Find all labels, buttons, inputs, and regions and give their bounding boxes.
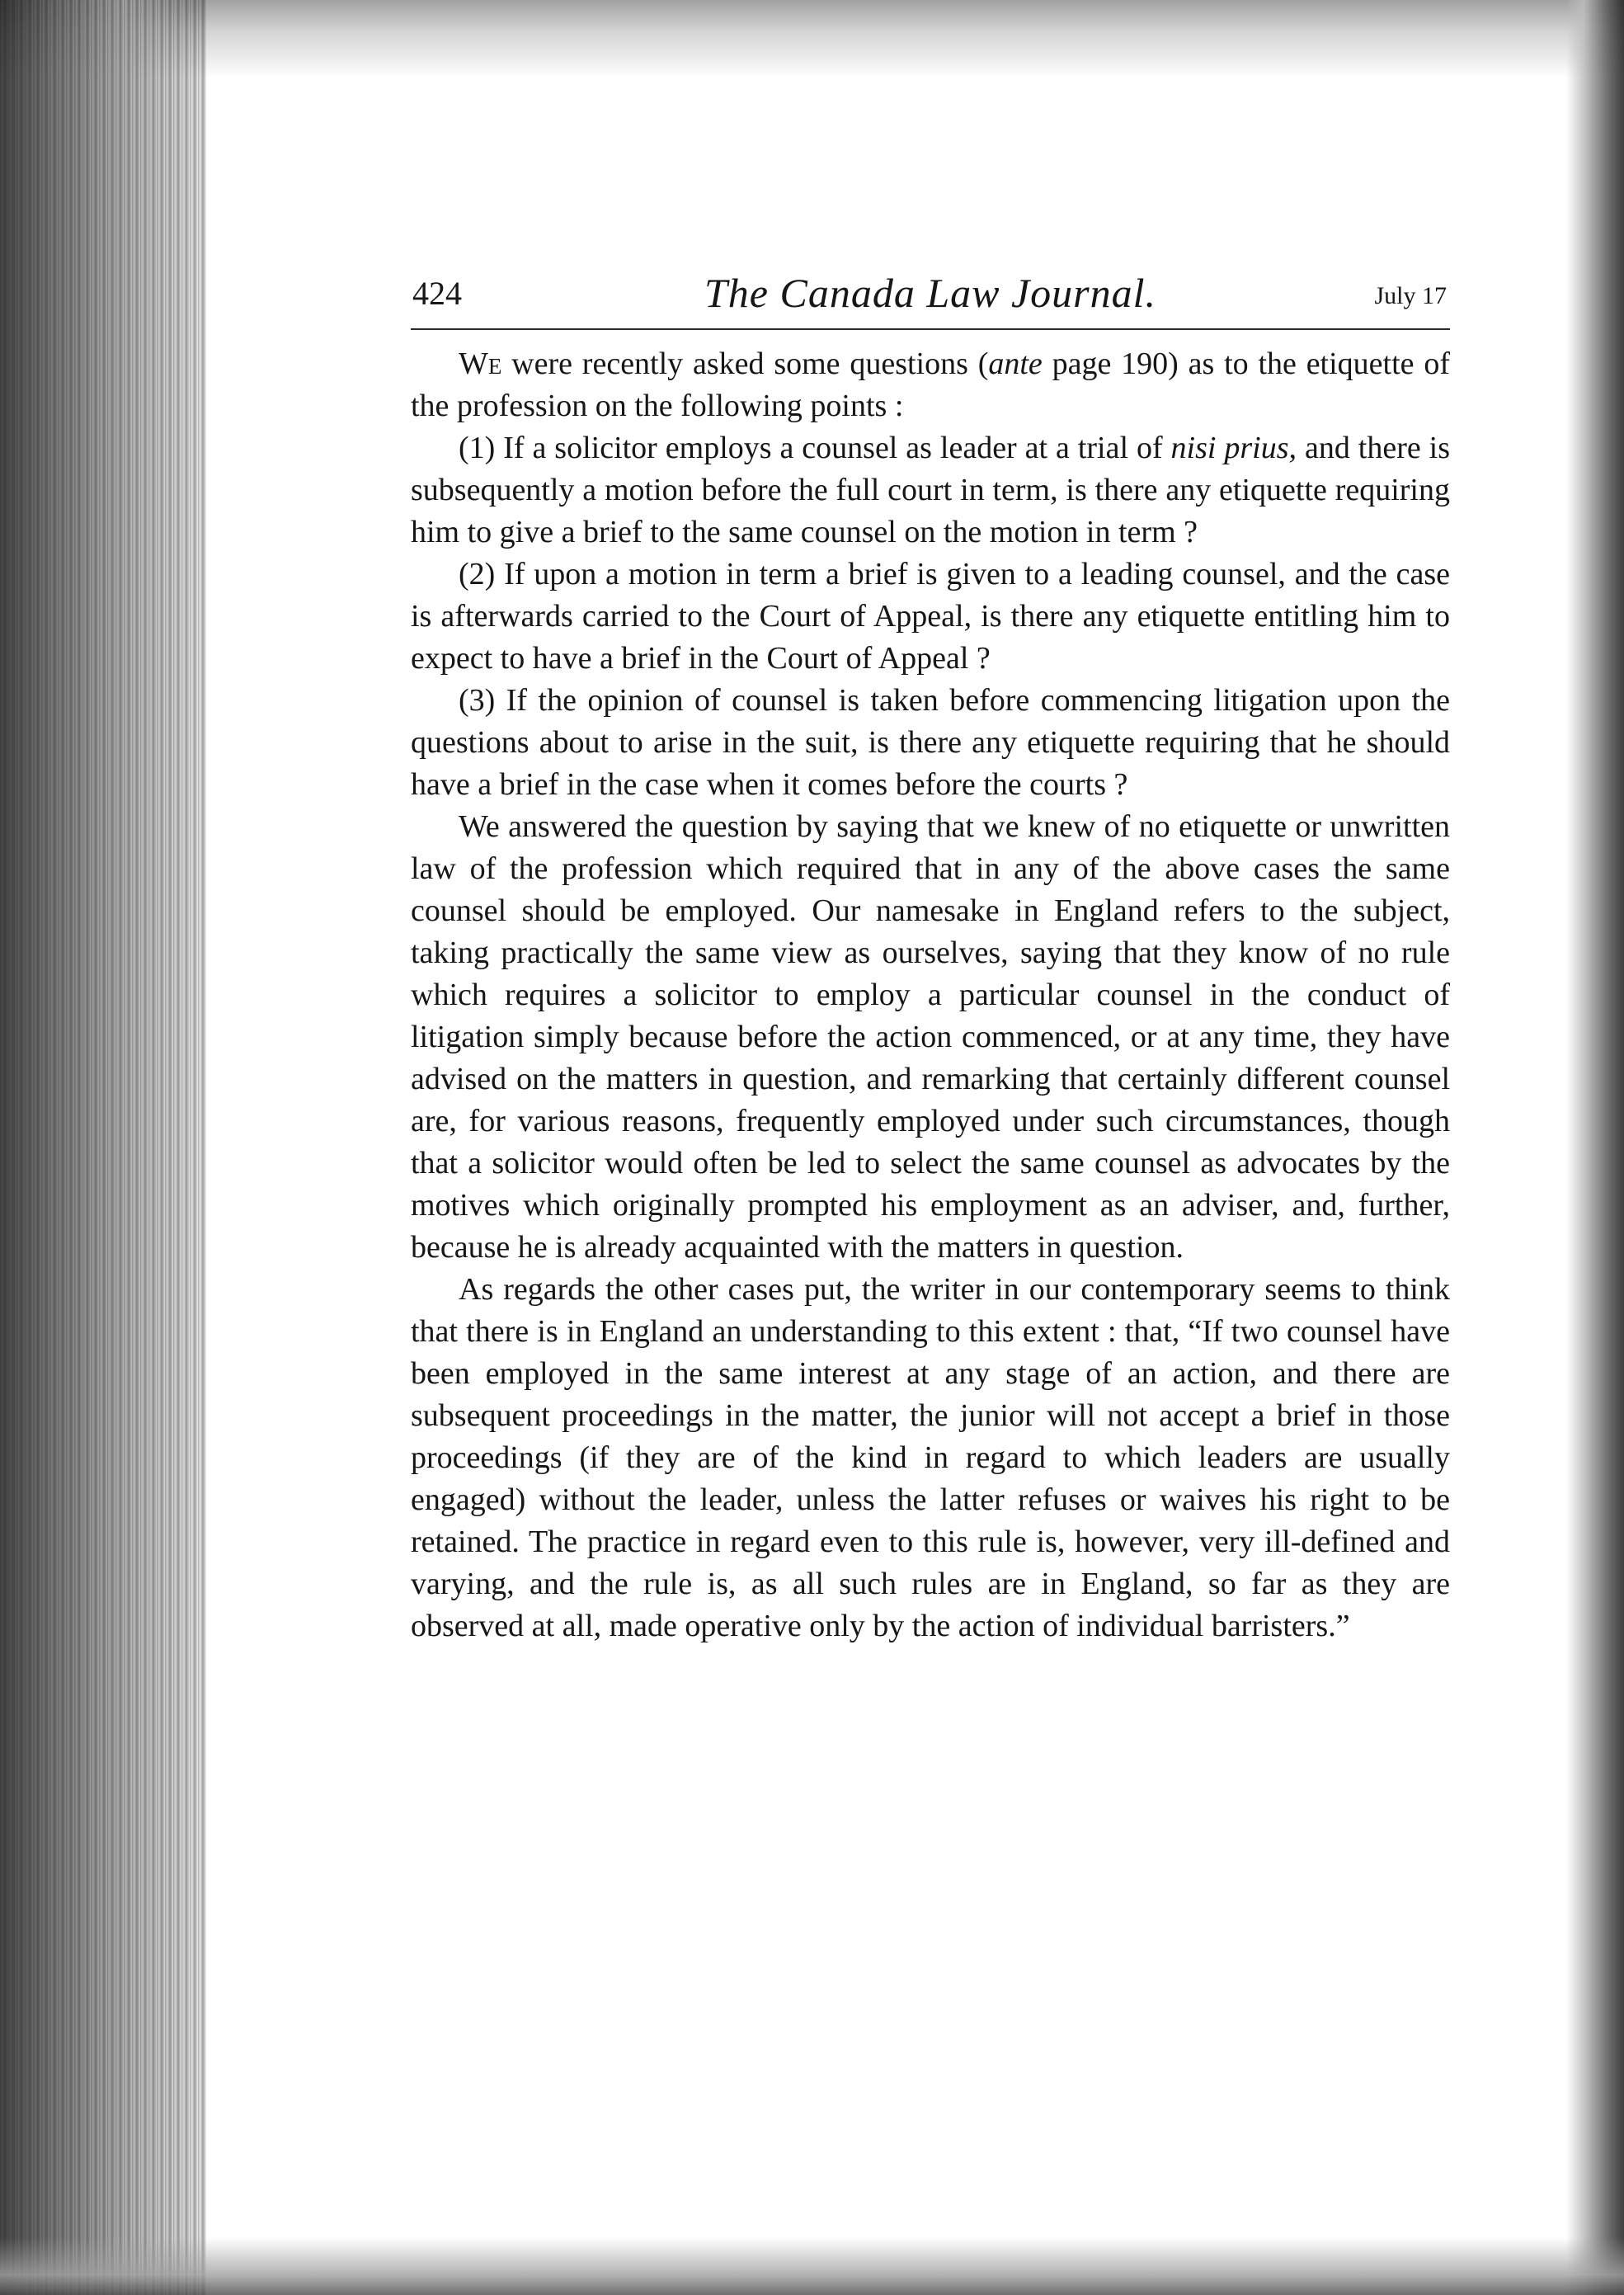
paragraph-question-2 [411, 554, 1450, 680]
page-number: 424 [412, 275, 462, 312]
paragraph-text: We answered the question by saying that we knew of no etiquette or unwritten law of the profession which required that in any of the above cases the same counsel should be employed. Our namesake in England refers to the subject, taking practically the same view as ourselves, saying that they know of no rule which requires a solicitor to employ a particular counsel in the conduct of litigation simply because before the action commenced, or at any time, they have advised on the matters in question, and remarking that certainly different counsel are, for various reasons, frequently employed under such circumstances, though that a solicitor would often be led to select the same counsel as advocates by the motives which originally prompted his employment as an adviser, and, further, because he is already acquainted with the matters in question. [411, 809, 1450, 1265]
paragraph-lead: We [459, 346, 502, 381]
paragraph-text: (3) If the opinion of counsel is taken before commencing litigation upon the questions about to arise in the suit, is there any etiquette requiring that he should have a brief in the case when it comes before the courts ? [411, 683, 1450, 802]
scan-edge-left [0, 0, 206, 2295]
scan-edge-right [1566, 0, 1624, 2295]
paragraph-text: As regards the other cases put, the writer in our contemporary seems to think that there is in England an understanding to this extent : that, “If two counsel have been employed in the same interest at any stage of an action, and there are subsequent proceedings in the matter, the junior will not accept a brief in those proceedings (if they are of the kind in regard to which leaders are usually engaged) without the leader, unless the latter refuses or waives his right to be retained. The practice in regard even to this rule is, however, very ill-defined and varying, and the rule is, as all such rules are in England, so far as they are observed at all, made operative only by the action of individual barristers.” [411, 1272, 1450, 1643]
paragraph-question-3 [411, 680, 1450, 806]
article-body [411, 343, 1450, 1647]
scan-edge-bottom [0, 2237, 1624, 2295]
paragraph-intro [411, 343, 1450, 427]
paragraph-rest: and there is subsequently a motion before the full court in term, is there any etiquette requiring him to give a brief to the same counsel on the motion in term ? [411, 431, 1451, 549]
paragraph-italic: ante [988, 346, 1043, 381]
paragraph-question-1 [411, 427, 1450, 554]
paragraph-other-cases [411, 1269, 1450, 1647]
paragraph-rest: page 190) as to the etiquette of the profession on the following points : [411, 346, 1450, 423]
paragraph-text: were recently asked some questions ( [501, 346, 989, 381]
document-page [411, 262, 1450, 1647]
paragraph-text: (2) If upon a motion in term a brief is given to a leading counsel, and the case is afterwards carried to the Court of Appeal, is there any etiquette entitling him to expect to have a brief in the Court of Appeal ? [411, 557, 1450, 676]
page-header [411, 262, 1450, 330]
journal-title: The Canada Law Journal. [704, 270, 1157, 316]
scan-edge-top [0, 0, 1624, 78]
header-date: July 17 [1374, 282, 1447, 309]
paragraph-italic: nisi prius, [1170, 431, 1297, 465]
paragraph-answer [411, 806, 1450, 1269]
paragraph-text: (1) If a solicitor employs a counsel as leader at a trial of [459, 431, 1171, 465]
